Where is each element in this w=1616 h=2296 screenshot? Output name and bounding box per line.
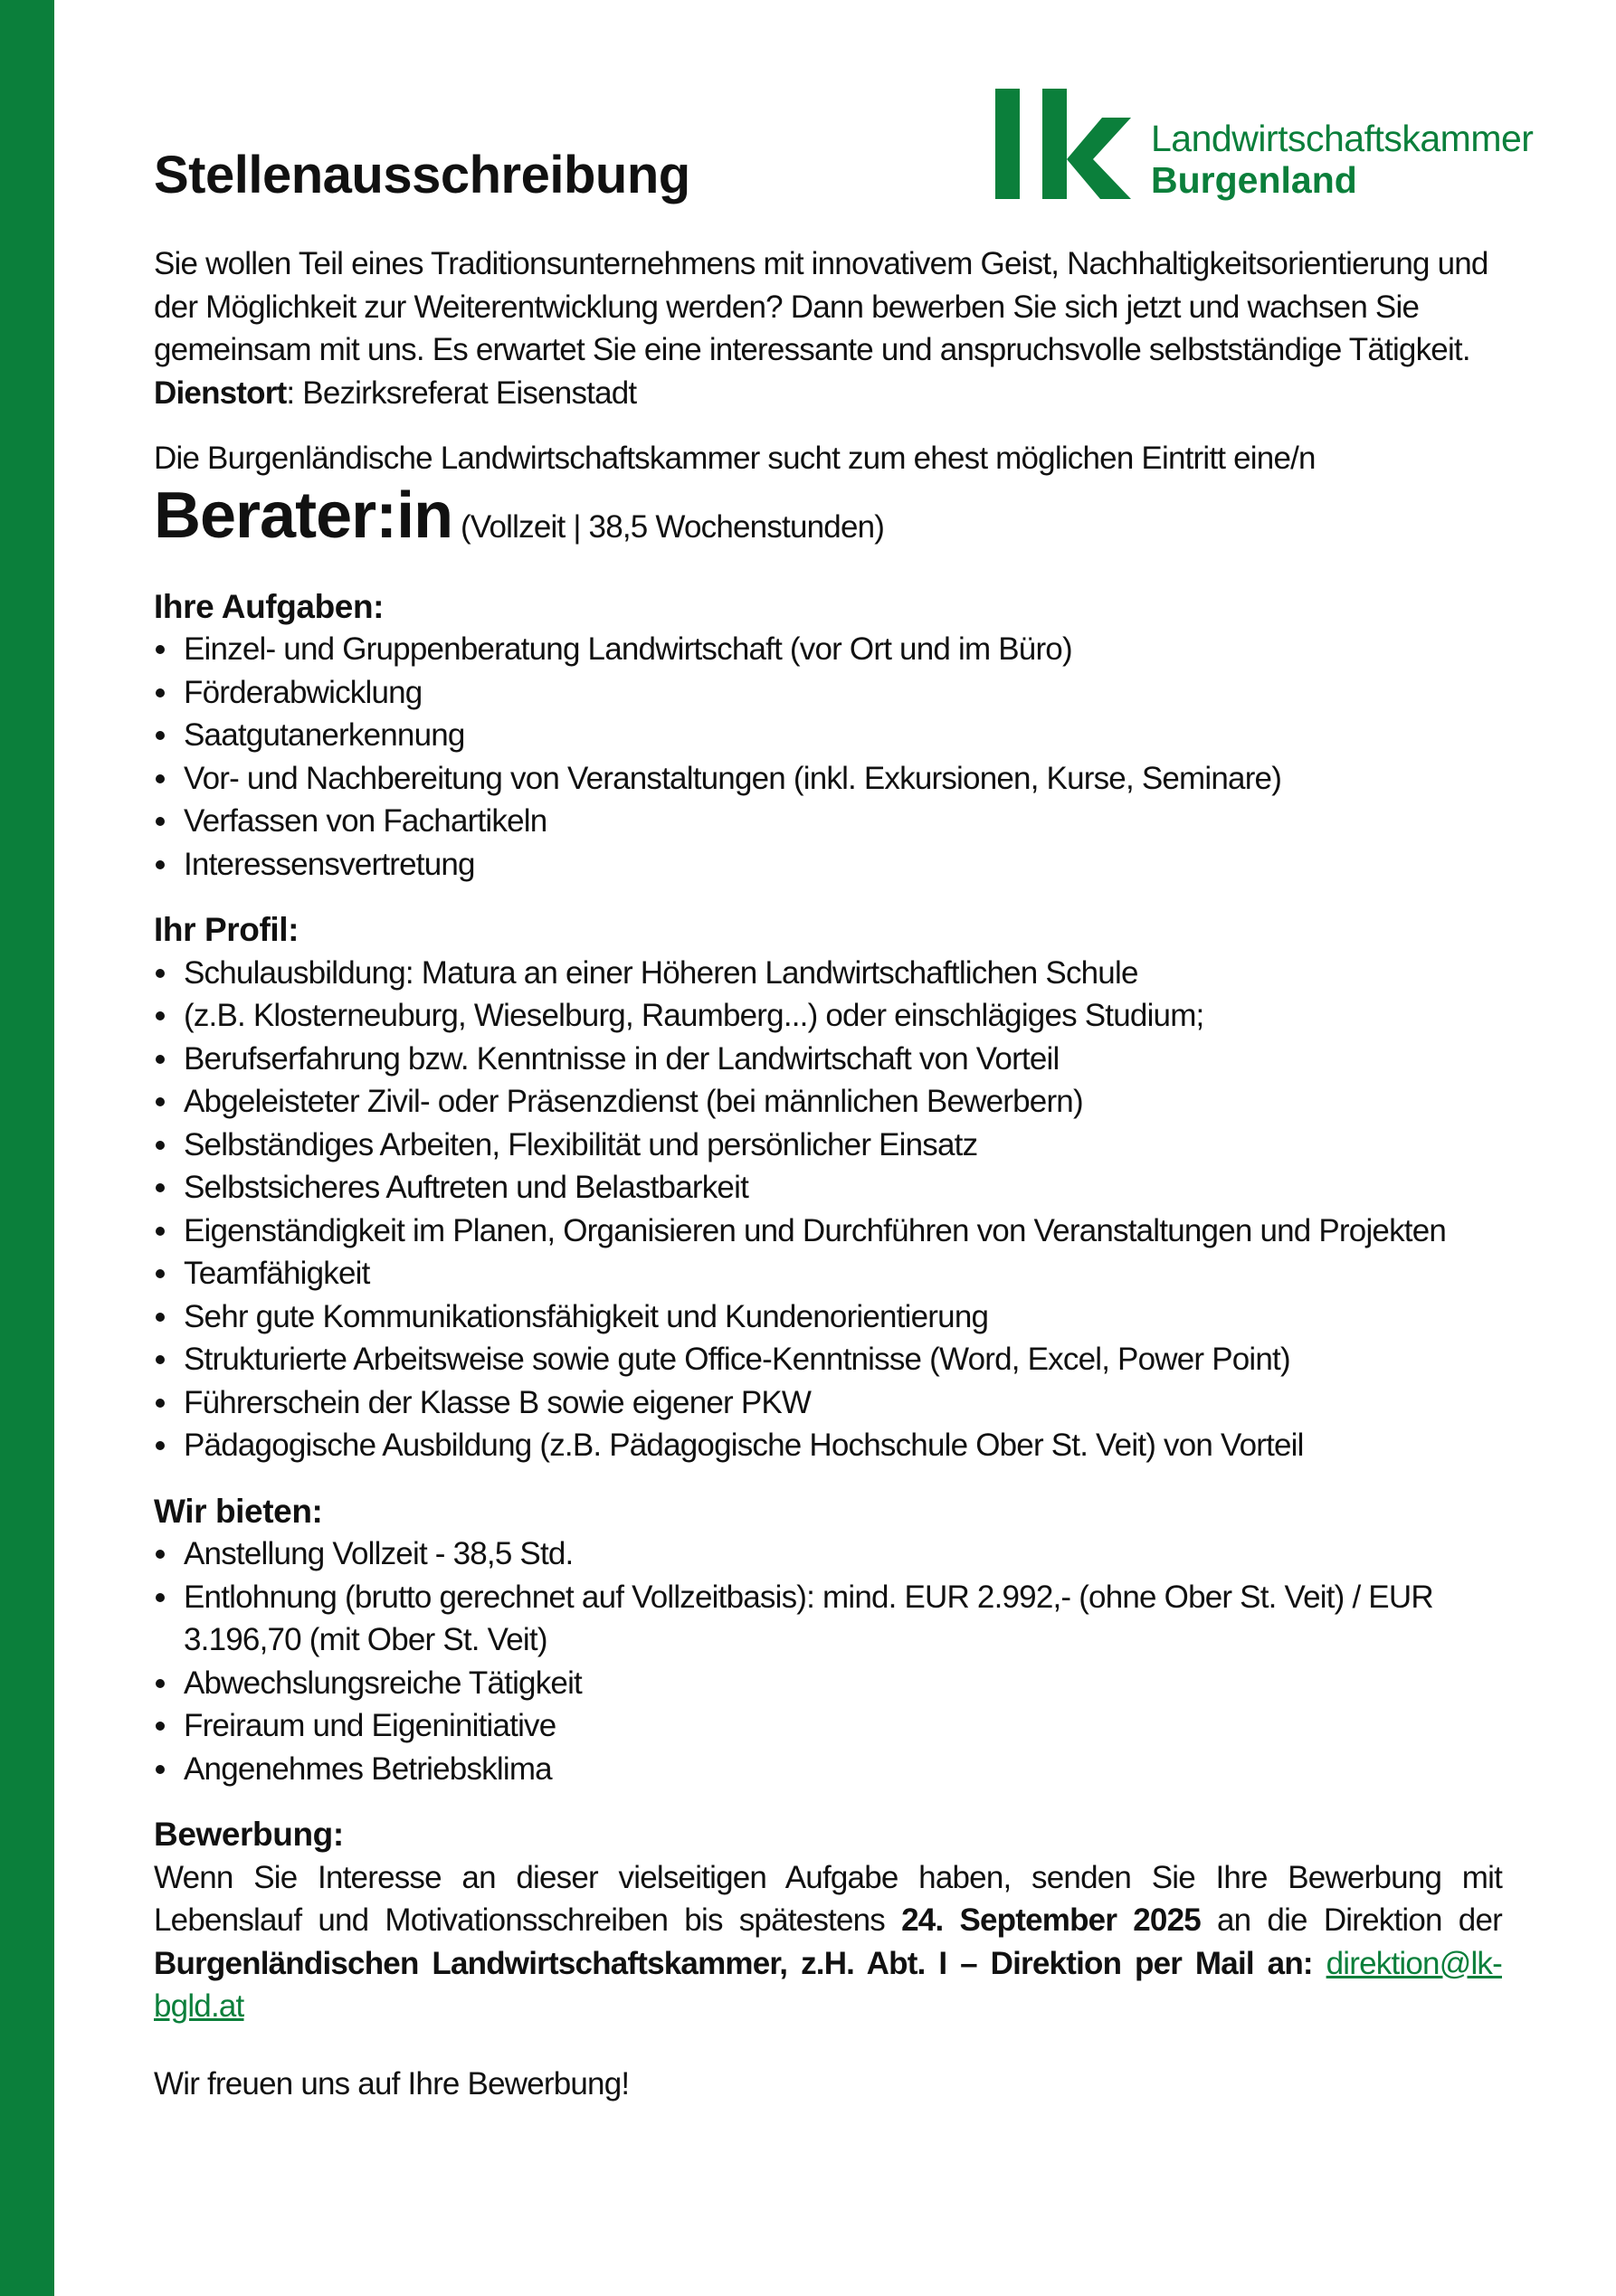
application-text [154, 1856, 1502, 2028]
profile-list [154, 952, 1502, 1467]
list-item: Freiraum und Eigeninitiative [154, 1704, 1502, 1748]
application-heading: Bewerbung: [154, 1816, 344, 1853]
list-item: Berufserfahrung bzw. Kenntnisse in der Landwirtschaft von Vorteil [154, 1038, 1502, 1081]
list-item: Abgeleisteter Zivil- oder Präsenzdienst (bei männlichen Bewerbern) [154, 1080, 1502, 1124]
location-label: Dienstort [154, 375, 287, 411]
email-link[interactable]: direktion@lk-bgld.at [154, 1945, 1502, 2024]
list-item: Schulausbildung: Matura an einer Höheren Landwirtschaftlichen Schule [154, 952, 1502, 995]
list-item: Selbständiges Arbeiten, Flexibilität und persönlicher Einsatz [154, 1124, 1502, 1167]
application-text-2: an die Direktion der [1200, 1902, 1502, 1938]
search-line: Die Burgenländische Landwirtschaftskammer sucht zum ehest möglichen Eintritt eine/n [154, 441, 1316, 476]
list-item: (z.B. Klosterneuburg, Wieselburg, Raumberg...) oder einschlägiges Studium; [154, 994, 1502, 1038]
intro-text: Sie wollen Teil eines Traditionsunternehmens mit innovativem Geist, Nachhaltigkeitsorientierung und der Möglichkeit zur Weiterentwicklung werden? Dann bewerben Sie sich jetzt und wachsen Sie gemeinsam mit uns. Es erwartet Sie eine interessante und anspruchsvolle selbstständige Tätigkeit. [154, 246, 1488, 367]
offer-list [154, 1532, 1502, 1790]
side-bar [0, 0, 54, 2296]
tasks-list [154, 628, 1502, 886]
closing-line: Wir freuen uns auf Ihre Bewerbung! [154, 2065, 630, 2102]
location-line [154, 372, 1502, 415]
list-item: Sehr gute Kommunikationsfähigkeit und Kundenorientierung [154, 1295, 1502, 1339]
list-item: Entlohnung (brutto gerechnet auf Vollzeitbasis): mind. EUR 2.992,- (ohne Ober St. Veit) / EUR 3.196,70 (mit Ober St. Veit) [154, 1576, 1502, 1662]
list-item: Einzel- und Gruppenberatung Landwirtschaft (vor Ort und im Büro) [154, 628, 1502, 671]
list-item: Förderabwicklung [154, 671, 1502, 715]
role-line [154, 480, 1502, 563]
list-item: Saatgutanerkennung [154, 714, 1502, 757]
logo-line-1: Landwirtschaftskammer [1151, 118, 1534, 159]
application-deadline: 24. September 2025 [901, 1902, 1201, 1938]
role-title: Berater:in [154, 479, 453, 552]
logo-line-2: Burgenland [1151, 159, 1357, 201]
job-posting-body [154, 242, 1502, 2105]
page-title: Stellenausschreibung [154, 146, 690, 204]
application-text-1: Wenn Sie Interesse an dieser vielseitigen Aufgabe haben, senden Sie Ihre Bewerbung mit Lebenslauf und Motivationsschreiben bis spätestens [154, 1859, 1502, 1938]
list-item: Führerschein der Klasse B sowie eigener PKW [154, 1381, 1502, 1425]
list-item: Pädagogische Ausbildung (z.B. Pädagogische Hochschule Ober St. Veit) von Vorteil [154, 1424, 1502, 1467]
list-item: Eigenständigkeit im Planen, Organisieren und Durchführen von Veranstaltungen und Projekten [154, 1210, 1502, 1253]
profile-heading: Ihr Profil: [154, 911, 299, 948]
tasks-heading: Ihre Aufgaben: [154, 587, 385, 625]
role-subtitle: (Vollzeit | 38,5 Wochenstunden) [461, 508, 885, 545]
list-item: Strukturierte Arbeitsweise sowie gute Office-Kenntnisse (Word, Excel, Power Point) [154, 1338, 1502, 1381]
logo [995, 89, 1534, 203]
application-org: Burgenländischen Landwirtschaftskammer, z.H. Abt. I – Direktion per Mail an: [154, 1945, 1313, 1981]
list-item: Verfassen von Fachartikeln [154, 800, 1502, 843]
list-item: Teamfähigkeit [154, 1252, 1502, 1295]
list-item: Abwechslungsreiche Tätigkeit [154, 1662, 1502, 1705]
list-item: Selbstsicheres Auftreten und Belastbarkeit [154, 1166, 1502, 1210]
list-item: Angenehmes Betriebsklima [154, 1748, 1502, 1791]
location-value: : Bezirksreferat Eisenstadt [286, 375, 637, 411]
list-item: Interessensvertretung [154, 843, 1502, 887]
list-item: Anstellung Vollzeit - 38,5 Std. [154, 1532, 1502, 1576]
list-item: Vor- und Nachbereitung von Veranstaltungen (inkl. Exkursionen, Kurse, Seminare) [154, 757, 1502, 801]
lk-logo-icon [995, 89, 1131, 203]
offer-heading: Wir bieten: [154, 1492, 323, 1530]
